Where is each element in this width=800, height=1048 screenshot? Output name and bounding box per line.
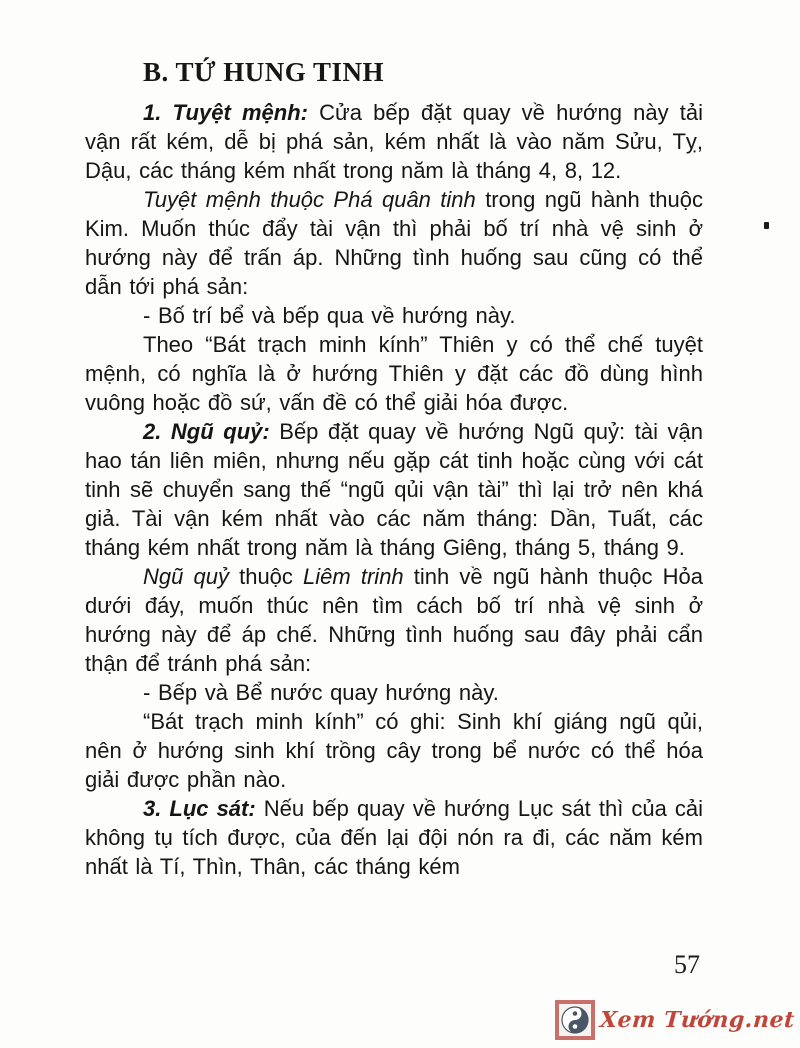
- page-content: [85, 56, 703, 881]
- text-run: thuộc: [239, 564, 304, 589]
- paragraph: [85, 678, 703, 707]
- text-run: 1. Tuyệt mệnh:: [143, 100, 320, 125]
- text-run: tinh về ngũ hành thuộc Hỏa dưới đáy, muốn thúc nên tìm cách bố trí nhà vệ sinh ở hướng này để áp chế. Những tình huống sau đây phải cẩn thận để tránh phá sản:: [85, 564, 703, 676]
- text-run: Tuyệt mệnh thuộc Phá quân tinh: [143, 187, 486, 212]
- watermark-text: Xem Tướng.net: [599, 1007, 796, 1033]
- paragraph: [85, 301, 703, 330]
- section-heading: B. TỨ HUNG TINH: [143, 57, 385, 87]
- yin-yang-icon: [555, 1000, 595, 1040]
- body-text: [85, 98, 703, 881]
- watermark: [555, 1000, 795, 1040]
- text-run: Bếp đặt quay về hướng Ngũ quỷ: tài vận hao tán liên miên, nhưng nếu gặp cát tinh hoặc cùng với cát tinh sẽ chuyển sang thế “ngũ qủi vận tài” thì lại trở nên khá giả. Tài vận kém nhất vào các năm tháng: Dần, Tuất, các tháng kém nhất trong năm là tháng Giêng, tháng 5, tháng 9.: [85, 419, 703, 560]
- paragraph: [85, 98, 703, 185]
- scan-artifact-dot: [764, 222, 769, 229]
- text-run: Nếu bếp quay về hướng Lục sát thì của cải không tụ tích được, của đến lại đội nón ra đi, các năm kém nhất là Tí, Thìn, Thân, các tháng kém: [85, 796, 704, 879]
- text-run: - Bếp và Bể nước quay hướng này.: [143, 680, 499, 705]
- text-run: 2. Ngũ quỷ:: [143, 419, 280, 444]
- paragraph: [85, 417, 703, 562]
- text-run: Liêm trinh: [303, 564, 414, 589]
- text-run: “Bát trạch minh kính” có ghi: Sinh khí giáng ngũ qủi, nên ở hướng sinh khí trồng cây trong bể nước có thể hóa giải được phần nào.: [85, 709, 703, 792]
- text-run: - Bố trí bể và bếp qua về hướng này.: [143, 303, 516, 328]
- text-run: Cửa bếp đặt quay về hướng này tải vận rất kém, dễ bị phá sản, kém nhất là vào năm Sửu, Tỵ, Dậu, các tháng kém nhất trong năm là tháng 4, 8, 12.: [85, 100, 703, 183]
- paragraph: [85, 185, 703, 301]
- text-run: Theo “Bát trạch minh kính” Thiên y có thể chế tuyệt mệnh, có nghĩa là ở hướng Thiên y đặt các đồ dùng hình vuông hoặc đồ sứ, vấn đề có thể giải hóa được.: [85, 332, 703, 415]
- paragraph: [85, 562, 703, 678]
- paragraph: [85, 330, 703, 417]
- paragraph: [85, 707, 703, 794]
- paragraph: [85, 794, 703, 881]
- page-number: 57: [674, 950, 700, 979]
- text-run: Ngũ quỷ: [143, 564, 240, 589]
- text-run: trong ngũ hành thuộc Kim. Muốn thúc đẩy tài vận thì phải bố trí nhà vệ sinh ở hướng này để trấn áp. Những tình huống sau cũng có thể dẫn tới phá sản:: [85, 187, 703, 299]
- text-run: 3. Lục sát:: [143, 796, 264, 821]
